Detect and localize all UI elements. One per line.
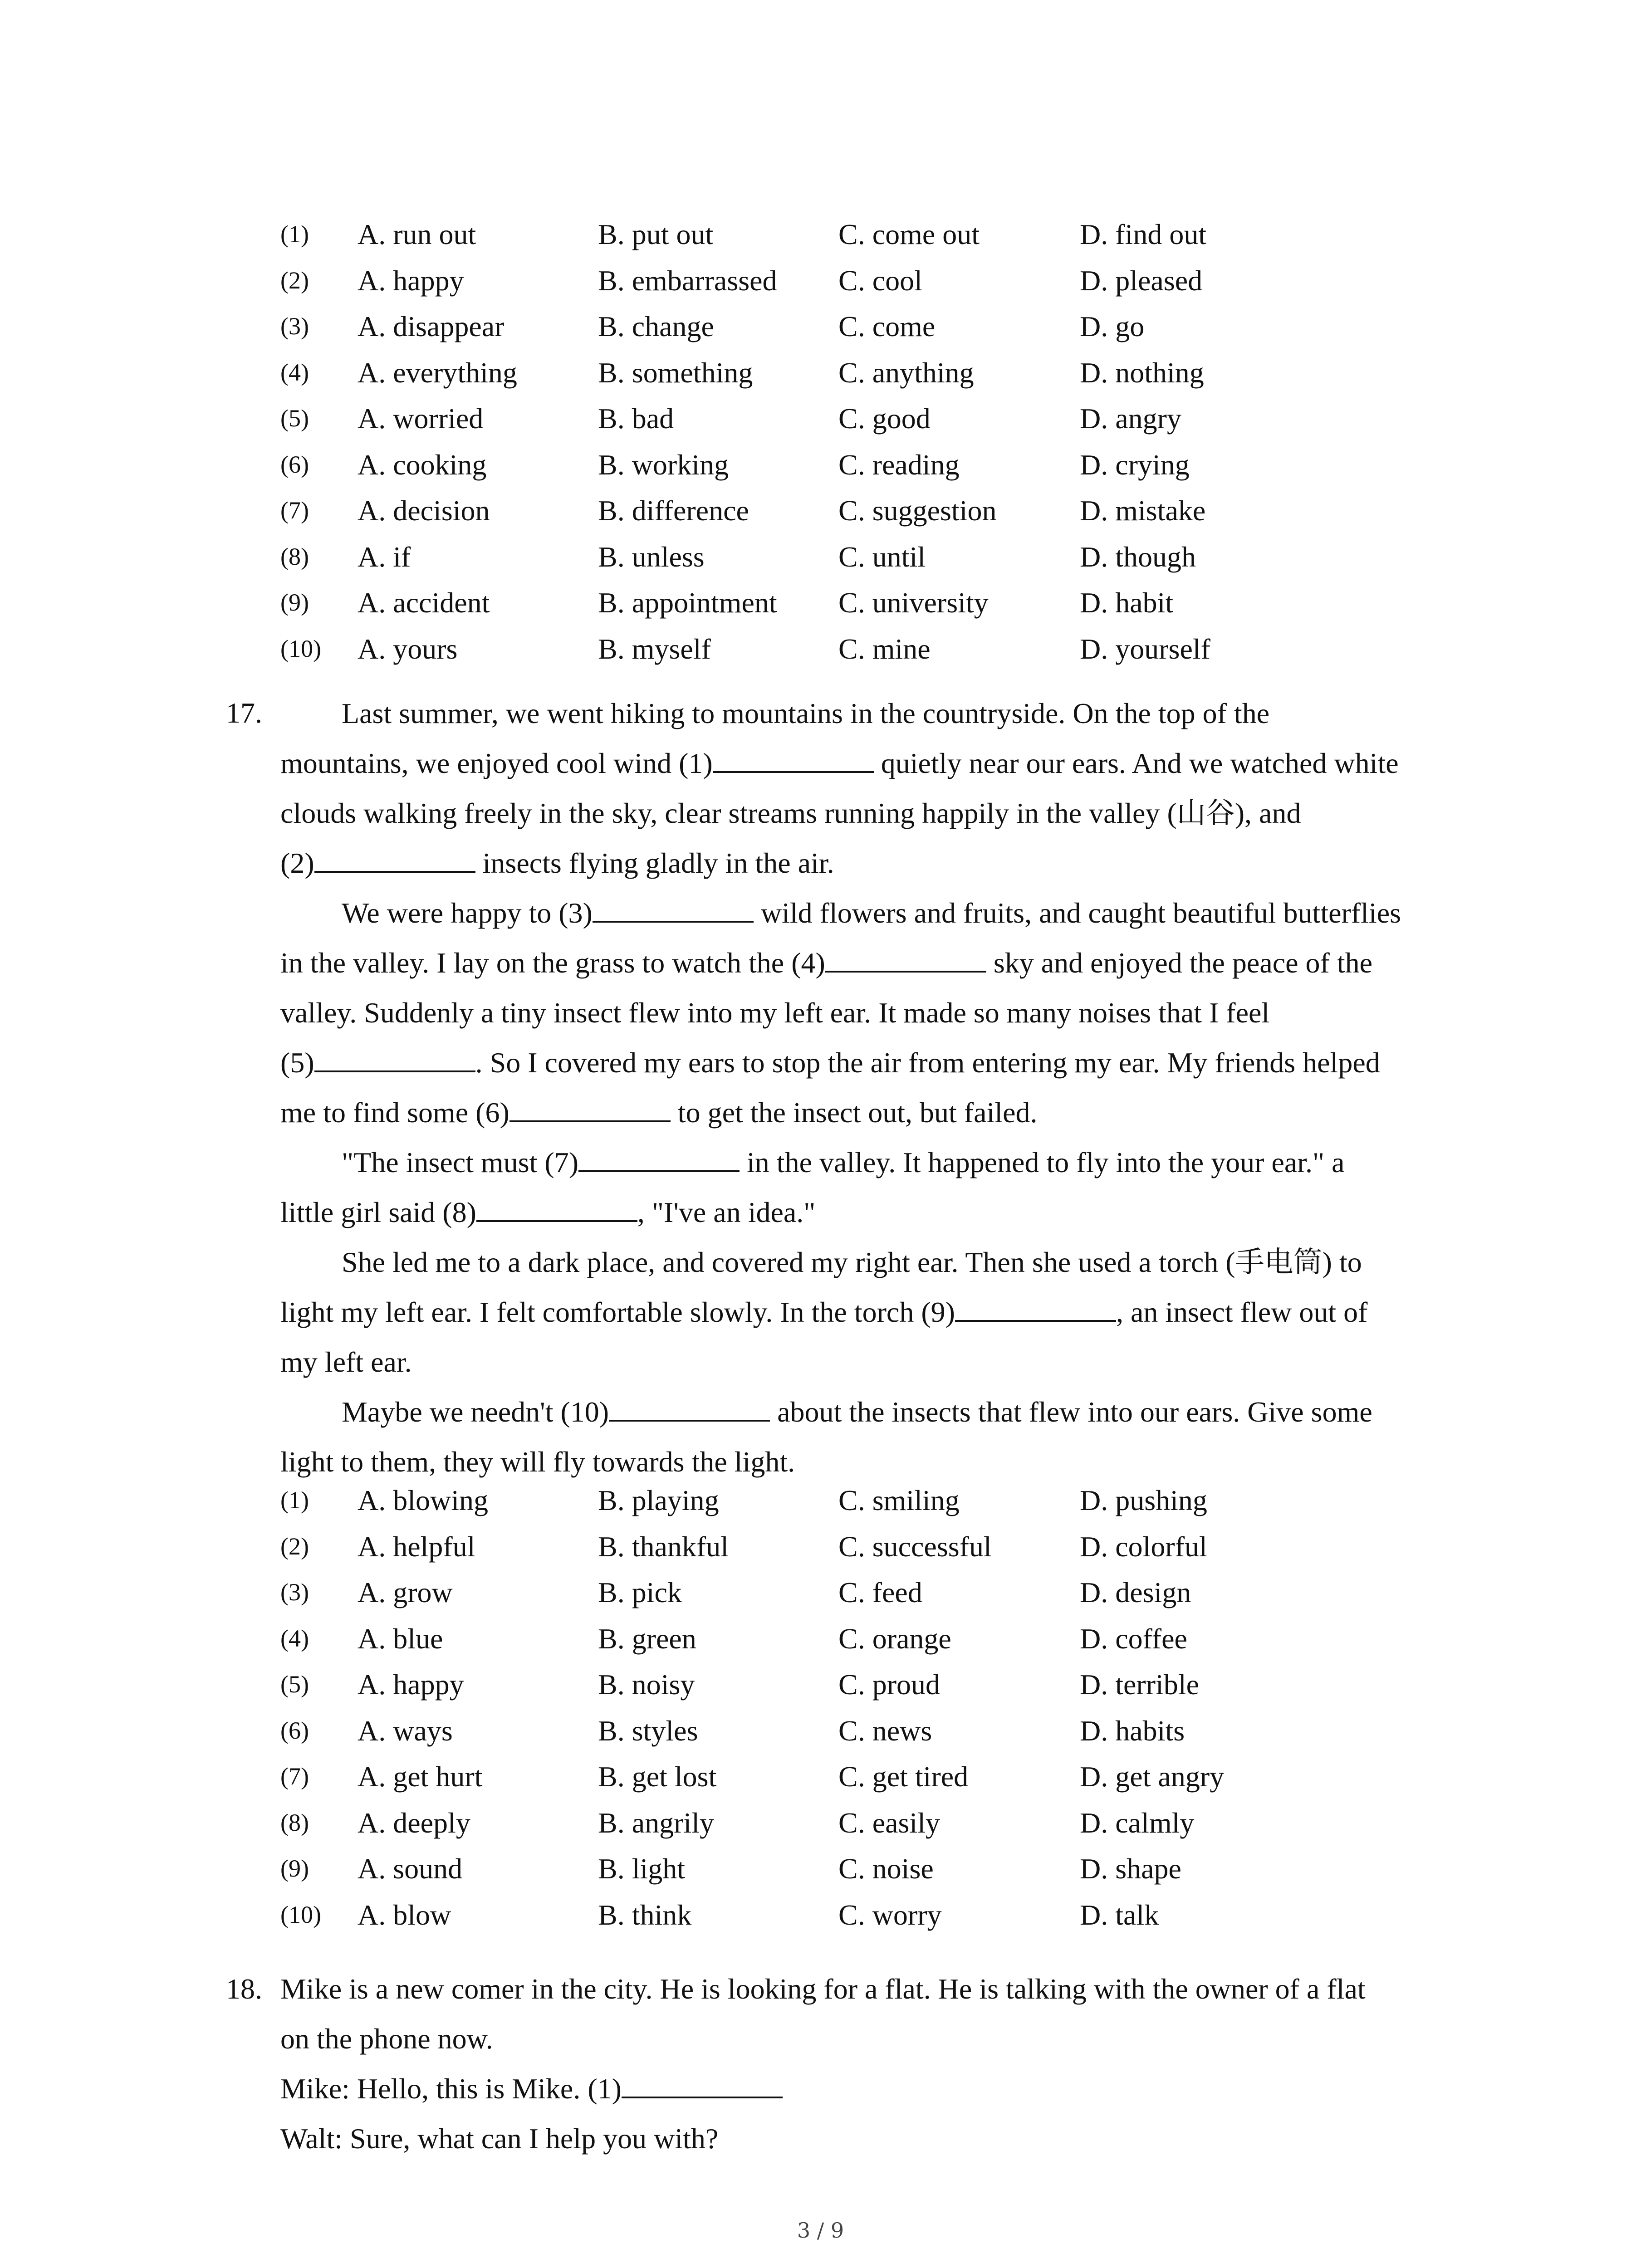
option-d[interactable]: D. find out [1080, 218, 1207, 250]
passage-line [280, 888, 1460, 938]
option-number: (7) [280, 1763, 309, 1790]
option-d[interactable]: D. get angry [1080, 1760, 1225, 1793]
option-c[interactable]: C. noise [838, 1853, 934, 1885]
option-number: (10) [280, 1901, 321, 1928]
option-b[interactable]: B. unless [598, 540, 705, 573]
blank-6[interactable] [509, 1092, 671, 1122]
blank-3[interactable] [593, 893, 754, 923]
option-a[interactable]: A. blue [358, 1622, 443, 1655]
passage-text: , "I've an idea." [637, 1196, 816, 1228]
option-a[interactable]: A. get hurt [358, 1760, 483, 1793]
passage-text: me to find some (6) [280, 1096, 509, 1129]
passage-text: . So I covered my ears to stop the air from entering my ear. My friends helped [475, 1046, 1380, 1079]
option-number: (6) [280, 1716, 309, 1744]
option-a[interactable]: A. if [358, 540, 411, 573]
option-a[interactable]: A. yours [358, 632, 458, 665]
option-b[interactable]: B. think [598, 1898, 692, 1931]
passage-text: in the valley. I lay on the grass to watch the (4) [280, 947, 825, 979]
option-b[interactable]: B. myself [598, 632, 711, 665]
blank-7[interactable] [578, 1142, 740, 1172]
passage-text: to get the insect out, but failed. [670, 1096, 1038, 1129]
option-c[interactable]: C. suggestion [838, 494, 997, 527]
blank-4[interactable] [825, 943, 986, 973]
option-number: (2) [280, 266, 309, 294]
option-c[interactable]: C. until [838, 540, 926, 573]
option-d[interactable]: D. habits [1080, 1714, 1185, 1747]
passage-text: in the valley. It happened to fly into the your ear." a [740, 1146, 1345, 1178]
option-d[interactable]: D. shape [1080, 1853, 1181, 1885]
option-b[interactable]: B. noisy [598, 1668, 695, 1701]
option-number: (9) [280, 1855, 309, 1882]
option-number: (4) [280, 358, 309, 386]
option-b[interactable]: B. working [598, 448, 729, 481]
passage-line [280, 1337, 1460, 1387]
blank-8[interactable] [476, 1192, 637, 1222]
passage-text: valley. Suddenly a tiny insect flew into my left ear. It made so many noises that I feel [280, 997, 1270, 1029]
option-number: (4) [280, 1624, 309, 1652]
passage-line [280, 1287, 1460, 1337]
blank-18-1[interactable] [622, 2068, 783, 2098]
passage-line [280, 2014, 1460, 2064]
option-c[interactable]: C. easily [838, 1806, 940, 1839]
option-number: (7) [280, 497, 309, 524]
option-c[interactable]: C. anything [838, 356, 974, 389]
question-18-number: 18. [226, 1973, 262, 2005]
option-b[interactable]: B. light [598, 1853, 686, 1885]
option-a[interactable]: A. worried [358, 402, 484, 435]
option-c[interactable]: C. get tired [838, 1760, 969, 1793]
passage-line [280, 2064, 1460, 2114]
option-b[interactable]: B. embarrassed [598, 264, 777, 297]
passage-text: wild flowers and fruits, and caught beautiful butterflies [753, 897, 1401, 929]
passage-line [280, 1088, 1460, 1138]
option-c[interactable]: C. university [838, 587, 989, 619]
option-a[interactable]: A. sound [358, 1853, 463, 1885]
option-c[interactable]: C. successful [838, 1530, 992, 1563]
option-b[interactable]: B. angrily [598, 1806, 714, 1839]
option-number: (8) [280, 543, 309, 570]
option-a[interactable]: A. happy [358, 264, 464, 297]
passage-text: Mike is a new comer in the city. He is looking for a flat. He is talking with the owner of a flat [280, 1973, 1366, 2005]
passage-line [280, 838, 1460, 888]
passage-text: light my left ear. I felt comfortable slowly. In the torch (9) [280, 1296, 955, 1328]
blank-9[interactable] [955, 1292, 1116, 1322]
option-a[interactable]: A. blow [358, 1898, 451, 1931]
option-b[interactable]: B. get lost [598, 1760, 717, 1793]
passage-text: little girl said (8) [280, 1196, 476, 1228]
passage-text: Last summer, we went hiking to mountains in the countryside. On the top of the [342, 697, 1270, 729]
option-number: (2) [280, 1532, 309, 1560]
question-18-dialogue [280, 1964, 1460, 2164]
option-c[interactable]: C. orange [838, 1622, 951, 1655]
option-d[interactable]: D. crying [1080, 448, 1190, 481]
option-a[interactable]: A. everything [358, 356, 517, 389]
option-number: (10) [280, 635, 321, 662]
option-number: (5) [280, 1671, 309, 1698]
option-d[interactable]: D. though [1080, 540, 1196, 573]
option-c[interactable]: C. feed [838, 1576, 922, 1608]
option-number: (8) [280, 1809, 309, 1836]
passage-line [280, 788, 1460, 838]
option-d[interactable]: D. pushing [1080, 1484, 1207, 1516]
option-number: (3) [280, 313, 309, 340]
option-b[interactable]: B. something [598, 356, 753, 389]
option-b[interactable]: B. bad [598, 402, 674, 435]
page-number: 3 / 9 [797, 2218, 844, 2243]
option-number: (5) [280, 405, 309, 432]
blank-10[interactable] [609, 1392, 770, 1422]
passage-text: about the insects that flew into our ears. Give some [770, 1396, 1372, 1428]
passage-line [280, 689, 1460, 738]
option-a[interactable]: A. decision [358, 494, 490, 527]
option-b[interactable]: B. playing [598, 1484, 719, 1516]
option-d[interactable]: D. talk [1080, 1898, 1159, 1931]
option-a[interactable]: A. disappear [358, 310, 505, 342]
option-number: (3) [280, 1579, 309, 1606]
passage-text: , an insect flew out of [1116, 1296, 1368, 1328]
passage-text: insects flying gladly in the air. [475, 847, 834, 879]
option-d[interactable]: D. habit [1080, 587, 1174, 619]
option-c[interactable]: C. proud [838, 1668, 940, 1701]
passage-line [280, 2114, 1460, 2164]
passage-text: mountains, we enjoyed cool wind (1) [280, 747, 713, 779]
option-b[interactable]: B. put out [598, 218, 714, 250]
passage-text: on the phone now. [280, 2023, 493, 2055]
option-c[interactable]: C. worry [838, 1898, 942, 1931]
option-c[interactable]: C. come [838, 310, 936, 342]
option-d[interactable]: D. yourself [1080, 632, 1210, 665]
option-number: (9) [280, 589, 309, 616]
option-d[interactable]: D. nothing [1080, 356, 1204, 389]
option-b[interactable]: B. green [598, 1622, 696, 1655]
option-a[interactable]: A. cooking [358, 448, 487, 481]
option-d[interactable]: D. angry [1080, 402, 1181, 435]
passage-text: sky and enjoyed the peace of the [986, 947, 1373, 979]
option-c[interactable]: C. mine [838, 632, 931, 665]
passage-line [280, 938, 1460, 988]
option-a[interactable]: A. grow [358, 1576, 453, 1608]
option-c[interactable]: C. smiling [838, 1484, 960, 1516]
passage-line [280, 1387, 1460, 1437]
question-17-passage [280, 689, 1460, 1487]
option-b[interactable]: B. thankful [598, 1530, 729, 1563]
option-d[interactable]: D. design [1080, 1576, 1191, 1608]
option-d[interactable]: D. calmly [1080, 1806, 1195, 1839]
option-b[interactable]: B. change [598, 310, 714, 342]
option-d[interactable]: D. go [1080, 310, 1145, 342]
option-d[interactable]: D. coffee [1080, 1622, 1187, 1655]
option-a[interactable]: A. accident [358, 587, 490, 619]
passage-text: (5) [280, 1046, 314, 1079]
option-d[interactable]: D. pleased [1080, 264, 1203, 297]
option-number: (1) [280, 220, 309, 248]
passage-text: Maybe we needn't (10) [342, 1396, 609, 1428]
passage-text: We were happy to (3) [342, 897, 593, 929]
passage-text: "The insect must (7) [342, 1146, 578, 1178]
passage-text: my left ear. [280, 1346, 412, 1378]
passage-text: She led me to a dark place, and covered my right ear. Then she used a torch (手电筒) to [342, 1246, 1362, 1278]
passage-text: Mike: Hello, this is Mike. (1) [280, 2072, 622, 2105]
option-a[interactable]: A. happy [358, 1668, 464, 1701]
option-c[interactable]: C. news [838, 1714, 932, 1747]
passage-line [280, 1188, 1460, 1237]
question-17-number: 17. [226, 697, 262, 729]
option-b[interactable]: B. pick [598, 1576, 682, 1608]
option-number: (6) [280, 450, 309, 478]
passage-line [280, 738, 1460, 788]
passage-text: quietly near our ears. And we watched white [873, 747, 1399, 779]
passage-line [280, 1964, 1460, 2014]
option-c[interactable]: C. reading [838, 448, 960, 481]
passage-text: Walt: Sure, what can I help you with? [280, 2122, 719, 2155]
passage-text: clouds walking freely in the sky, clear streams running happily in the valley (山谷), and [280, 797, 1301, 829]
option-c[interactable]: C. come out [838, 218, 980, 250]
option-b[interactable]: B. difference [598, 494, 749, 527]
blank-1[interactable] [713, 743, 874, 773]
passage-line [280, 1038, 1460, 1088]
option-a[interactable]: A. helpful [358, 1530, 475, 1563]
passage-line [280, 988, 1460, 1038]
option-number: (1) [280, 1486, 309, 1514]
passage-line [280, 1237, 1460, 1287]
option-a[interactable]: A. blowing [358, 1484, 488, 1516]
option-a[interactable]: A. ways [358, 1714, 453, 1747]
blank-2[interactable] [314, 843, 475, 873]
option-d[interactable]: D. colorful [1080, 1530, 1207, 1563]
option-c[interactable]: C. good [838, 402, 931, 435]
blank-5[interactable] [314, 1042, 475, 1072]
passage-line [280, 1138, 1460, 1188]
option-d[interactable]: D. mistake [1080, 494, 1206, 527]
option-b[interactable]: B. styles [598, 1714, 698, 1747]
passage-text: light to them, they will fly towards the light. [280, 1446, 795, 1478]
option-b[interactable]: B. appointment [598, 587, 777, 619]
option-c[interactable]: C. cool [838, 264, 922, 297]
passage-text: (2) [280, 847, 314, 879]
option-a[interactable]: A. deeply [358, 1806, 470, 1839]
option-d[interactable]: D. terrible [1080, 1668, 1199, 1701]
option-a[interactable]: A. run out [358, 218, 476, 250]
